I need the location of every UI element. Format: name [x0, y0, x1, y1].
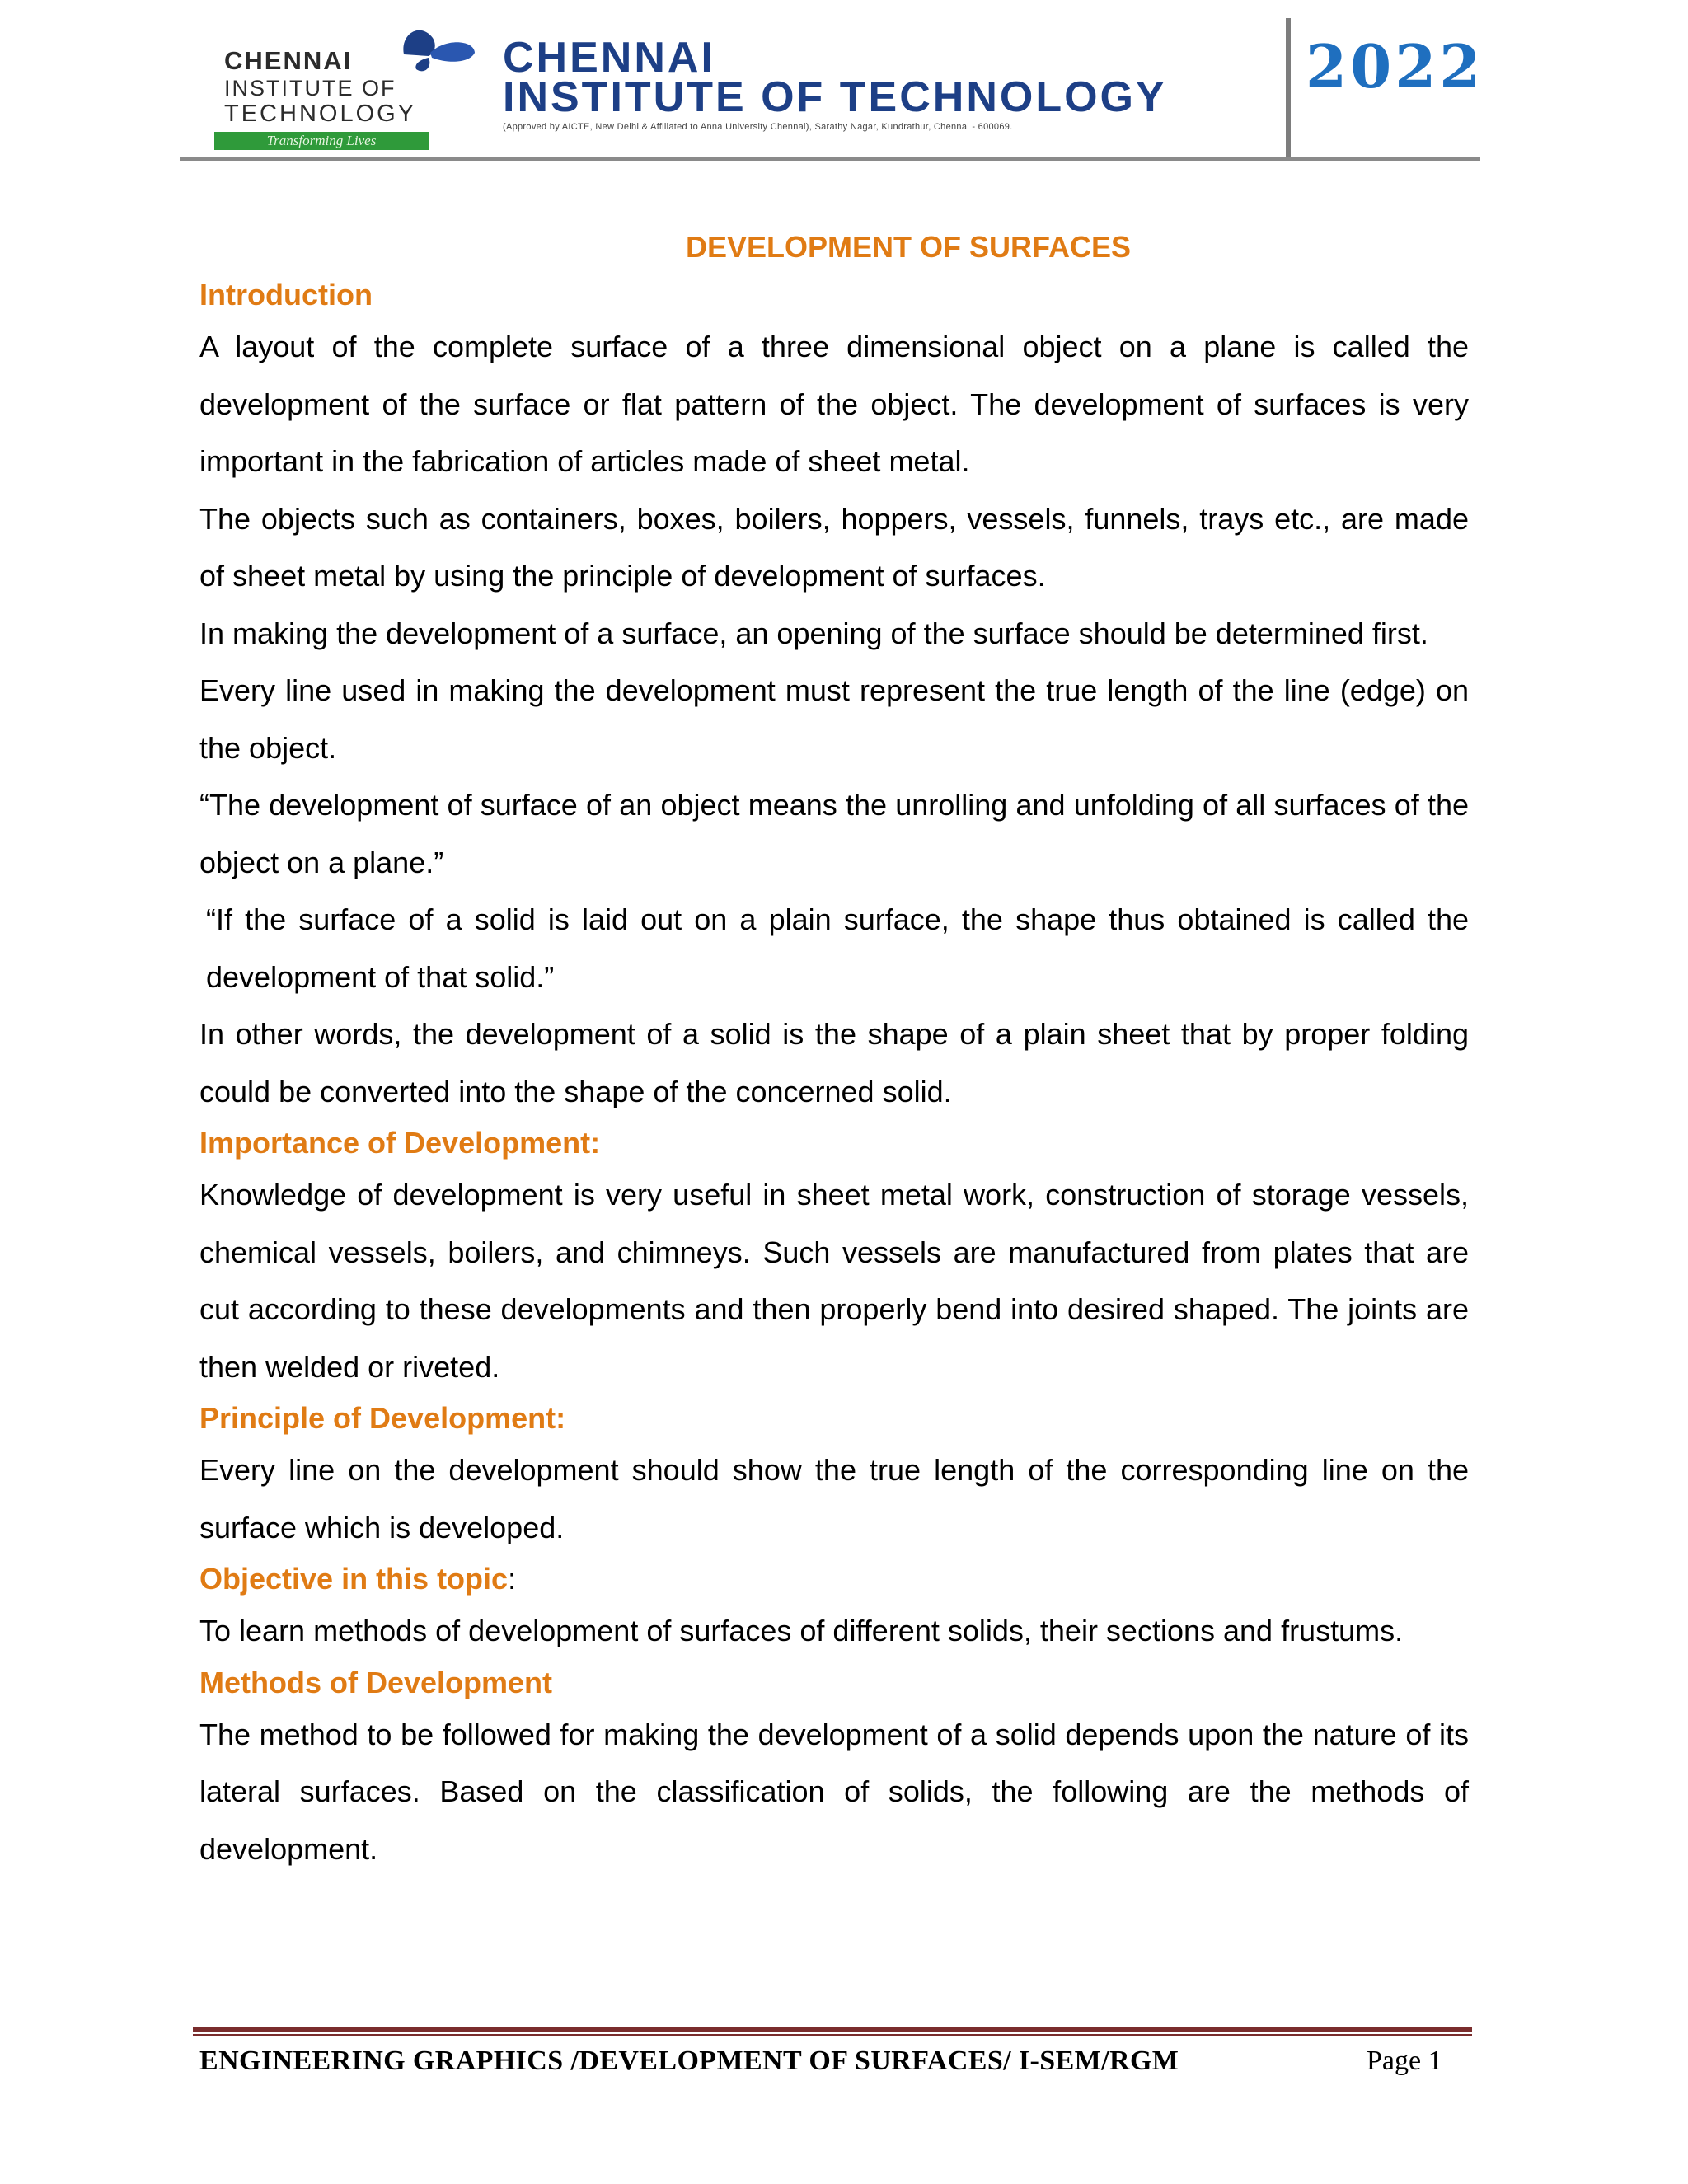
- quote-paragraph: “The development of surface of an object means the unrolling and unfolding of all surfaces of the object on a plane.”: [199, 788, 1469, 879]
- logo-text-institute: INSTITUTE OF: [224, 76, 396, 101]
- footer-rule-thin: [193, 2034, 1472, 2036]
- paragraph: In making the development of a surface, an opening of the surface should be determined first.: [199, 616, 1428, 650]
- header-divider: [1286, 18, 1291, 158]
- footer-page-number: Page 1: [1367, 2046, 1442, 2076]
- institute-approval-text: (Approved by AICTE, New Delhi & Affiliated to Anna University Chennai), Sarathy Nagar, Kundrathur, Chennai - 600069.: [503, 122, 1013, 132]
- footer-rule-thick: [193, 2027, 1472, 2032]
- institute-name-line1: CHENNAI: [503, 34, 715, 82]
- quote-paragraph: “If the surface of a solid is laid out on a plain surface, the shape thus obtained is called the development of that solid.”: [206, 902, 1469, 994]
- paragraph: Knowledge of development is very useful in sheet metal work, construction of storage vessels, chemical vessels, boilers, and chimneys. Such vessels are manufactured from plates that are cut according to these developments and then properly bend into desired shaped. The joints are then welded or riveted.: [199, 1178, 1469, 1384]
- paragraph: To learn methods of development of surfaces of different solids, their sections and frustums.: [199, 1614, 1404, 1647]
- paragraph: In other words, the development of a solid is the shape of a plain sheet that by proper folding could be converted into the shape of the concerned solid.: [199, 1017, 1469, 1108]
- document-body: [199, 223, 1469, 1877]
- paragraph: Every line used in making the development must represent the true length of the line (edge) on the object.: [199, 673, 1469, 765]
- institute-logo: [213, 21, 452, 148]
- logo-tagline: Transforming Lives: [214, 132, 429, 150]
- section-heading-principle: Principle of Development:: [199, 1401, 566, 1435]
- paragraph: Every line on the development should show the true length of the corresponding line on the surface which is developed.: [199, 1453, 1469, 1544]
- footer-course-label: ENGINEERING GRAPHICS /DEVELOPMENT OF SURFACES/ I-SEM/RGM: [199, 2046, 1179, 2076]
- paragraph: A layout of the complete surface of a three dimensional object on a plane is called the development of the surface or flat pattern of the object. The development of surfaces is very important in the fabrication of articles made of sheet metal.: [199, 330, 1469, 478]
- document-title: DEVELOPMENT OF SURFACES: [685, 230, 1132, 264]
- logo-text-technology: TECHNOLOGY: [224, 101, 417, 127]
- logo-text-chennai: CHENNAI: [224, 46, 353, 75]
- institute-name-line2: INSTITUTE OF TECHNOLOGY: [503, 73, 1167, 121]
- section-heading-importance: Importance of Development:: [199, 1126, 601, 1160]
- section-heading-objective: [199, 1556, 1469, 1602]
- institute-name-banner: [503, 33, 1220, 132]
- butterfly-logo-icon: [396, 21, 478, 79]
- paragraph: The method to be followed for making the development of a solid depends upon the nature of its lateral surfaces. Based on the classification of solids, the following are the methods of development.: [199, 1717, 1469, 1866]
- section-heading-introduction: Introduction: [199, 278, 373, 312]
- page-header: [0, 0, 1688, 165]
- header-rule: [180, 157, 1480, 161]
- section-heading-methods: Methods of Development: [199, 1665, 553, 1699]
- header-year: 2022: [1306, 31, 1484, 101]
- objective-heading-colon: :: [508, 1562, 517, 1596]
- paragraph: The objects such as containers, boxes, boilers, hoppers, vessels, funnels, trays etc., are made of sheet metal by using the principle of development of surfaces.: [199, 501, 1469, 593]
- objective-heading-text: Objective in this topic: [199, 1562, 509, 1596]
